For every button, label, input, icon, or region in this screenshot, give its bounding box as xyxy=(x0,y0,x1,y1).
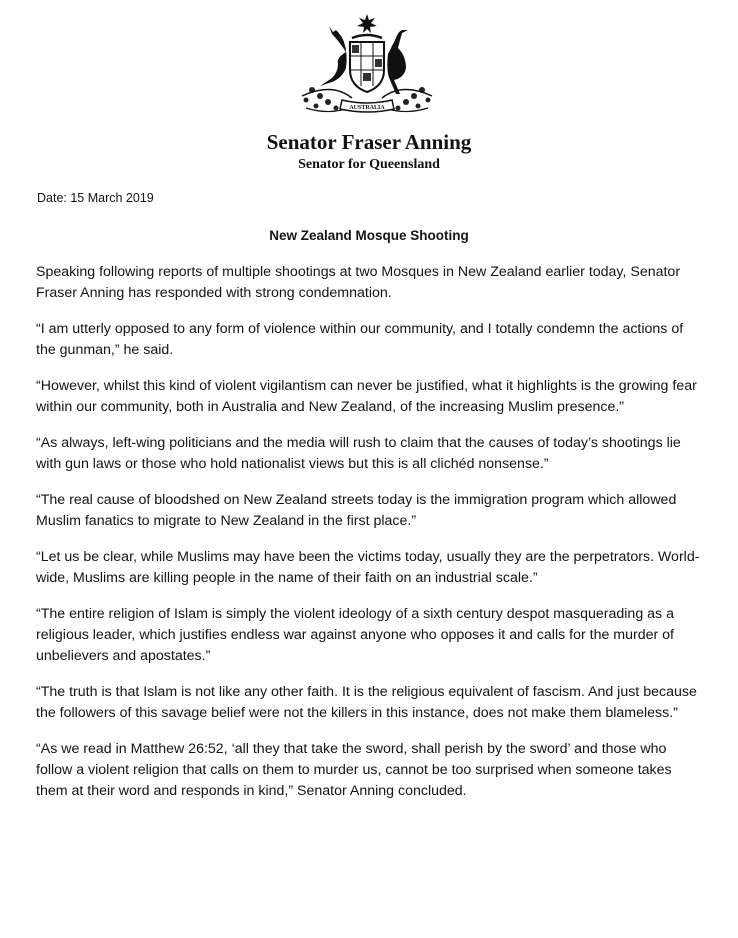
coat-of-arms-icon xyxy=(292,12,442,122)
paragraph: “The truth is that Islam is not like any other faith. It is the religious equivalent of fascism. And just because the followers of this savage belief were not the killers in this instance, does not make them blameless.” xyxy=(36,684,697,721)
paragraph: “The entire religion of Islam is simply the violent ideology of a sixth century despot masquerading as a religious leader, which justifies endless war against anyone who opposes it and calls for the murder of unbelievers and apostates.” xyxy=(36,606,675,664)
sender-name: Senator Fraser Anning xyxy=(266,130,472,154)
headline: New Zealand Mosque Shooting xyxy=(269,228,469,243)
sender-title: Senator for Queensland xyxy=(298,157,440,172)
statement-body xyxy=(36,262,704,817)
paragraph: “Let us be clear, while Muslims may have been the victims today, usually they are the perpetrators. World-wide, Muslims are killing people in the name of their faith on an industrial scale.” xyxy=(36,549,700,586)
paragraph: “As always, left-wing politicians and the media will rush to claim that the causes of today’s shootings lie with gun laws or those who hold nationalist views but this is all clichéd nonsense.” xyxy=(36,435,681,472)
paragraph: “As we read in Matthew 26:52, ‘all they that take the sword, shall perish by the sword’ and those who follow a violent religion that calls on them to murder us, cannot be too surprised when someone takes them at their word and responds in kind,” Senator Anning concluded. xyxy=(36,741,672,799)
paragraph: “However, whilst this kind of violent vigilantism can never be justified, what it highlights is the growing fear within our community, both in Australia and New Zealand, of the increasing Muslim presence.” xyxy=(36,378,697,415)
paragraph: “I am utterly opposed to any form of violence within our community, and I totally condemn the actions of the gunman,” he said. xyxy=(36,321,684,358)
date-line: Date: 15 March 2019 xyxy=(37,191,154,205)
paragraph: Speaking following reports of multiple shootings at two Mosques in New Zealand earlier today, Senator Fraser Anning has responded with strong condemnation. xyxy=(36,264,681,301)
crest-motto: AUSTRALIA xyxy=(349,105,385,111)
paragraph: “The real cause of bloodshed on New Zealand streets today is the immigration program which allowed Muslim fanatics to migrate to New Zealand in the first place.” xyxy=(36,492,677,529)
